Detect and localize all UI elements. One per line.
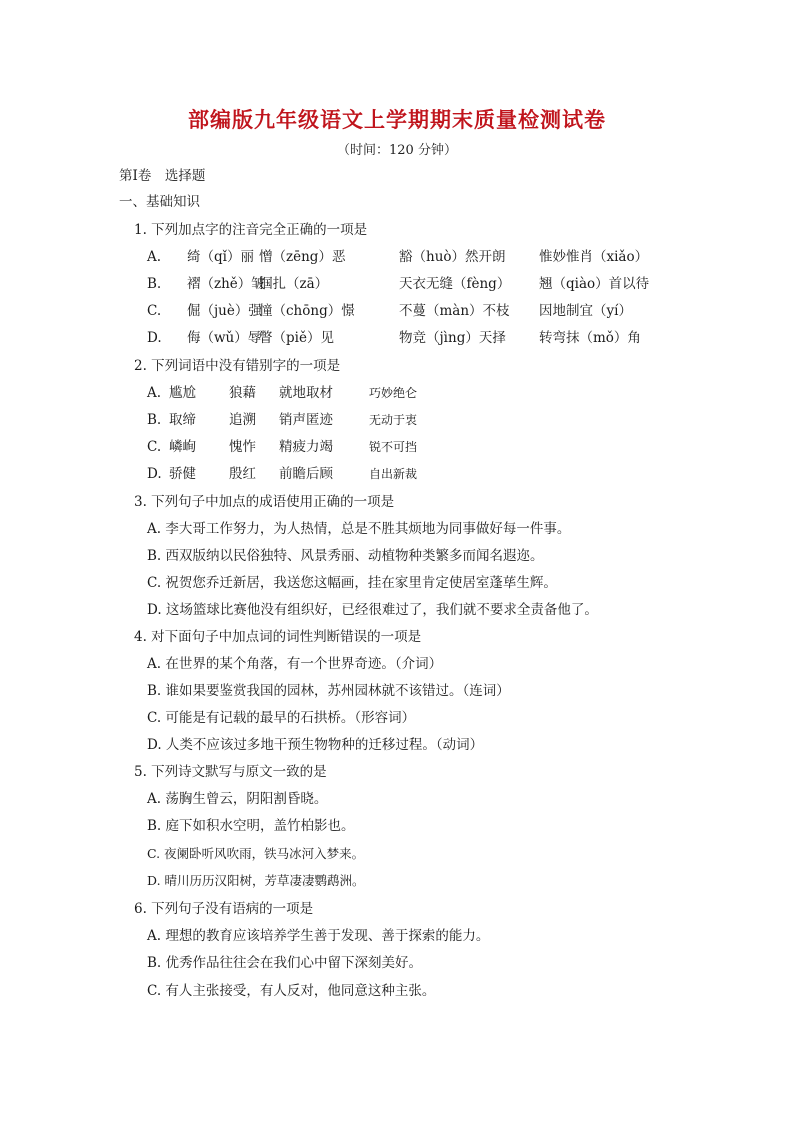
option-text: D. 人类不应该过多地干预生物物种的迁移过程。（动词） — [147, 737, 484, 753]
word-item: 侮（wǔ）辱 — [187, 330, 262, 346]
word-item: 取缔 — [169, 412, 196, 428]
word-item: 不蔓（màn）不枝 — [399, 303, 510, 319]
word-item: 倔（juè）强 — [187, 303, 262, 319]
option-text: B. 谁如果要鉴赏我国的园林，苏州园林就不该错过。（连词） — [147, 683, 510, 699]
question-2-stem: 2. 下列词语中没有错别字的一项是 — [134, 358, 341, 374]
word-item: 惟妙惟肖（xiǎo） — [539, 249, 649, 265]
word-item: 憧（chōng）憬 — [259, 303, 355, 319]
word-item: 豁（huò）然开朗 — [399, 249, 506, 265]
word-item: 天衣无缝（fèng） — [399, 276, 511, 292]
word-item: 转弯抹（mǒ）角 — [539, 330, 641, 346]
word-item: 骄健 — [169, 466, 196, 482]
word-item: 追溯 — [229, 412, 256, 428]
exam-time: （时间：120 分钟） — [337, 143, 457, 158]
word-item: 锐不可挡 — [369, 440, 418, 454]
word-item: 愧怍 — [229, 439, 256, 455]
word-item: 前瞻后顾 — [279, 466, 333, 482]
option-text: C. 祝贺您乔迁新居，我送您这幅画，挂在家里肯定使居室蓬荜生辉。 — [147, 575, 557, 591]
option-letter: B. — [147, 412, 162, 428]
option-letter: A. — [147, 249, 162, 265]
option-letter: A. — [147, 385, 162, 401]
word-item: 殷红 — [229, 466, 256, 482]
question-4-stem: 4. 对下面句子中加点词的词性判断错误的一项是 — [134, 629, 422, 645]
word-item: 精疲力竭 — [279, 439, 333, 455]
word-item: 巧妙绝仑 — [369, 386, 418, 400]
word-item: 尴尬 — [169, 385, 196, 401]
word-item: 因地制宜（yí） — [539, 303, 632, 319]
option-text: C. 有人主张接受，有人反对，他同意这种主张。 — [147, 983, 436, 999]
word-item: 嶙峋 — [169, 439, 196, 455]
option-text: A. 在世界的某个角落，有一个世界奇迹。（介词） — [147, 656, 443, 672]
option-text: A. 李大哥工作努力，为人热情，总是不胜其烦地为同事做好每一件事。 — [147, 521, 571, 537]
option-letter: C. — [147, 303, 162, 319]
part-heading: 第Ⅰ卷 选择题 — [119, 168, 206, 184]
question-6-stem: 6. 下列句子没有语病的一项是 — [134, 901, 314, 917]
option-text: A. 理想的教育应该培养学生善于发现、善于探索的能力。 — [147, 928, 490, 944]
option-letter: D. — [147, 330, 162, 346]
option-text: B. 西双版纳以民俗独特、风景秀丽、动植物种类繁多而闻名遐迩。 — [147, 548, 544, 564]
question-5-stem: 5. 下列诗文默写与原文一致的是 — [134, 764, 327, 780]
option-letter: C. — [147, 439, 162, 455]
option-text: C. 夜阑卧听风吹雨，铁马冰河入梦来。 — [147, 846, 365, 861]
question-3-stem: 3. 下列句子中加点的成语使用正确的一项是 — [134, 494, 395, 510]
option-letter: D. — [147, 466, 162, 482]
section-heading: 一、基础知识 — [119, 194, 200, 210]
word-item: 憎（zēng）恶 — [259, 249, 346, 265]
option-text: D. 晴川历历汉阳树，芳草凄凄鹦鹉洲。 — [147, 873, 365, 888]
option-letter: B. — [147, 276, 162, 292]
option-text: B. 庭下如积水空明，盖竹柏影也。 — [147, 818, 355, 834]
option-text: A. 荡胸生曾云，阴阳割昏晓。 — [147, 791, 328, 807]
word-item: 销声匿迹 — [279, 412, 333, 428]
word-item: 绮（qǐ）丽 — [187, 249, 254, 265]
word-item: 就地取材 — [279, 385, 333, 401]
word-item: 翘（qiào）首以待 — [539, 276, 650, 292]
word-item: 掴扎（zā） — [259, 276, 329, 292]
question-1-stem: 1. 下列加点字的注音完全正确的一项是 — [134, 222, 368, 238]
exam-title: 部编版九年级语文上学期期末质量检测试卷 — [188, 108, 606, 132]
word-item: 瞥（piě）见 — [259, 330, 334, 346]
word-item: 物竞（jìng）天择 — [399, 330, 506, 346]
option-text: D. 这场篮球比赛他没有组织好，已经很难过了，我们就不要求全责备他了。 — [147, 602, 598, 618]
word-item: 无动于衷 — [369, 413, 418, 427]
word-item: 狼藉 — [229, 385, 256, 401]
option-text: C. 可能是有记载的最早的石拱桥。（形容词） — [147, 710, 416, 726]
word-item: 褶（zhě）皱 — [187, 276, 265, 292]
word-item: 自出新裁 — [369, 467, 418, 481]
option-text: B. 优秀作品往往会在我们心中留下深刻美好。 — [147, 955, 423, 971]
